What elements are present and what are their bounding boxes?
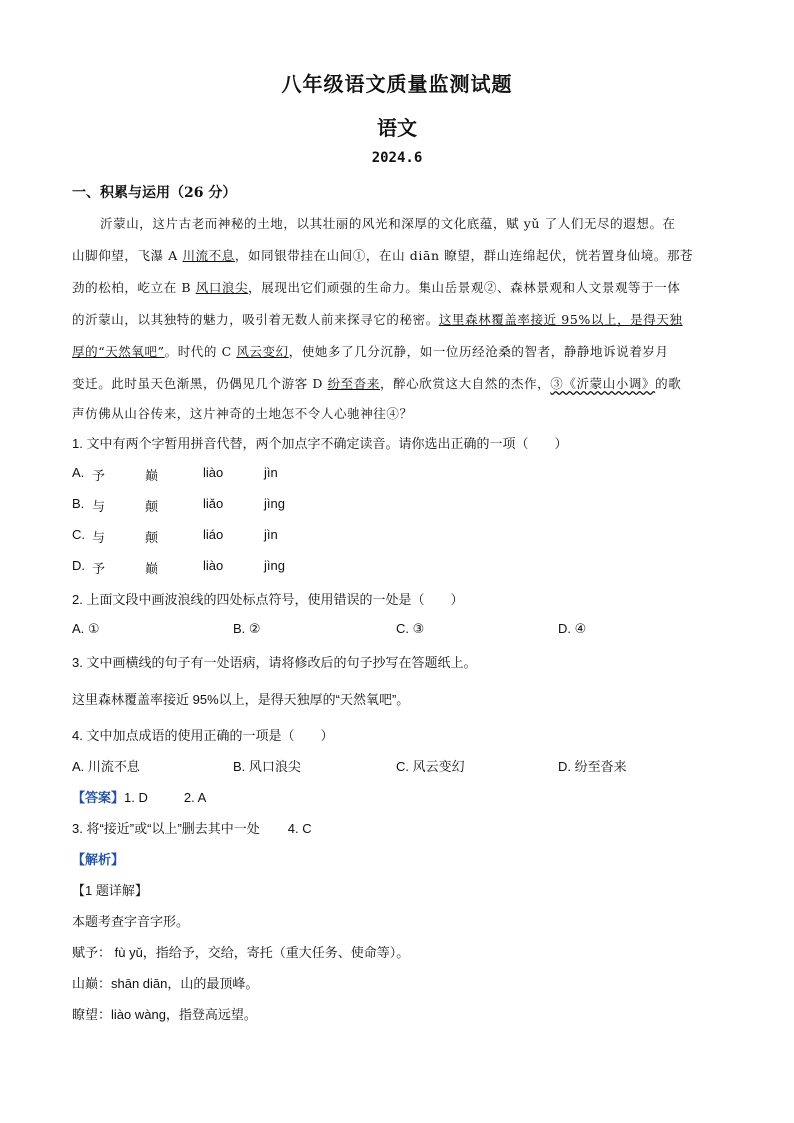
answer-line-1 — [72, 787, 732, 806]
passage-text: 的歌 — [655, 376, 682, 391]
passage-line-3 — [72, 278, 732, 296]
option-char-1: 与 — [92, 530, 106, 545]
question-3-stem: 3. 文中画横线的句子有一处语病，请将修改后的句子抄写在答题纸上。 — [72, 655, 477, 670]
option-pinyin-1: liào — [203, 465, 224, 480]
passage-text: 山脚仰望，飞瀑 A — [72, 248, 183, 263]
answer-4: 4. C — [287, 821, 312, 836]
answer-3: 3. 将“接近”或“以上”删去其中一处 — [72, 821, 260, 836]
passage-text: 声仿佛从山谷传来，这片神奇的土地怎不令人心驰神往④？ — [72, 406, 413, 421]
analysis-line-1: 本题考查字音字形。 — [72, 914, 190, 929]
passage-text: ，醉心欣赏这大自然的杰作， — [379, 376, 551, 391]
exam-title: 八年级语文质量监测试题 — [281, 72, 513, 96]
q4-option-b: B. 风口浪尖 — [233, 759, 301, 774]
answer-line-2 — [72, 818, 732, 837]
option-pinyin-2: jìng — [264, 496, 285, 511]
detail-label: 【1 题详解】 — [72, 883, 148, 898]
faulty-sentence-part1: 这里森林覆盖率接近 95%以上，是得天独 — [438, 312, 683, 327]
answer-2: 2. A — [183, 790, 207, 805]
section-heading: 一、积累与运用（26 分） — [72, 185, 237, 201]
idiom-b: 风口浪尖 — [195, 280, 249, 295]
question-2-stem: 2. 上面文段中画波浪线的四处标点符号，使用错误的一处是（ ） — [72, 592, 464, 607]
q2-option-d: D. ④ — [558, 621, 587, 636]
passage-line-5 — [72, 342, 732, 360]
analysis-line-4: 瞭望：liào wàng，指登高远望。 — [72, 1007, 257, 1022]
answer-label: 【答案】 — [72, 790, 125, 805]
option-pinyin-2: jìng — [264, 558, 285, 573]
q2-option-c: C. ③ — [396, 621, 425, 636]
option-pinyin-1: liáo — [203, 527, 224, 542]
option-char-1: 与 — [92, 499, 106, 514]
passage-text: 变迁。此时虽天色渐黑，仍偶见几个游客 D — [72, 376, 328, 391]
q4-option-d: D. 纷至沓来 — [558, 759, 627, 774]
analysis-label: 【解析】 — [72, 852, 125, 867]
subject-title: 语文 — [377, 116, 417, 140]
answer-1: 1. D — [124, 790, 148, 805]
passage-text: 劲的松柏，屹立在 B — [72, 280, 196, 295]
option-char-2: 巅 — [145, 468, 159, 483]
q2-option-b: B. ② — [233, 621, 261, 636]
passage-text: ，展现出它们顽强的生命力。集山岳景观②、森林景观和人文景观等于一体 — [248, 280, 681, 295]
question-3-sentence: 这里森林覆盖率接近 95%以上，是得天独厚的“天然氧吧”。 — [72, 692, 410, 707]
q4-option-a: A. 川流不息 — [72, 759, 140, 774]
question-1-stem: 1. 文中有两个字暂用拼音代替，两个加点字不确定读音。请你选出正确的一项（ ） — [72, 436, 568, 451]
passage-line-7 — [72, 404, 732, 422]
option-pinyin-1: liào — [203, 558, 224, 573]
option-pinyin-2: jìn — [264, 465, 278, 480]
analysis-line-2: 赋予： fù yǔ，指给予，交给，寄托（重大任务、使命等）。 — [72, 945, 410, 960]
q4-option-c: C. 风云变幻 — [396, 759, 465, 774]
passage-text: 。时代的 C — [164, 344, 237, 359]
analysis-line-3: 山巅：shān diān，山的最顶峰。 — [72, 976, 259, 991]
passage-line-4 — [72, 310, 732, 328]
exam-date: 2024.6 — [371, 150, 423, 166]
question-4-stem: 4. 文中加点成语的使用正确的一项是（ ） — [72, 728, 334, 743]
option-char-2: 巅 — [145, 561, 159, 576]
passage-line-1 — [100, 214, 732, 232]
idiom-a: 川流不息 — [182, 248, 235, 263]
option-char-2: 颠 — [145, 499, 159, 514]
q2-option-a: A. ① — [72, 621, 100, 636]
option-letter: D. — [72, 558, 85, 573]
option-pinyin-1: liǎo — [203, 496, 224, 511]
passage-text: ，使她多了几分沉静，如一位历经沧桑的智者，静静地诉说着岁月 — [288, 344, 669, 359]
option-letter: B. — [72, 496, 85, 511]
option-pinyin-2: jìn — [264, 527, 278, 542]
option-letter: A. — [72, 465, 85, 480]
option-letter: C. — [72, 527, 85, 542]
passage-line-2 — [72, 246, 732, 264]
wavy-punctuation: ③《沂蒙山小调》 — [550, 376, 656, 391]
option-char-1: 予 — [92, 561, 106, 576]
passage-line-6 — [72, 374, 732, 392]
idiom-c: 风云变幻 — [236, 344, 289, 359]
option-char-1: 予 — [92, 468, 106, 483]
faulty-sentence-part2: 厚的“天然氧吧” — [72, 344, 165, 359]
passage-text: ，如同银带挂在山间①，在山 diān 瞭望，群山连绵起伏，恍若置身仙境。那苍 — [234, 248, 694, 263]
passage-text: 的沂蒙山，以其独特的魅力，吸引着无数人前来探寻它的秘密。 — [72, 312, 439, 327]
idiom-d: 纷至沓来 — [327, 376, 380, 391]
passage-text: 沂蒙山，这片古老而神秘的土地，以其壮丽的风光和深厚的文化底蕴，赋 yǔ 了人们无尽的遐想。在 — [100, 216, 676, 231]
option-char-2: 颠 — [145, 530, 159, 545]
